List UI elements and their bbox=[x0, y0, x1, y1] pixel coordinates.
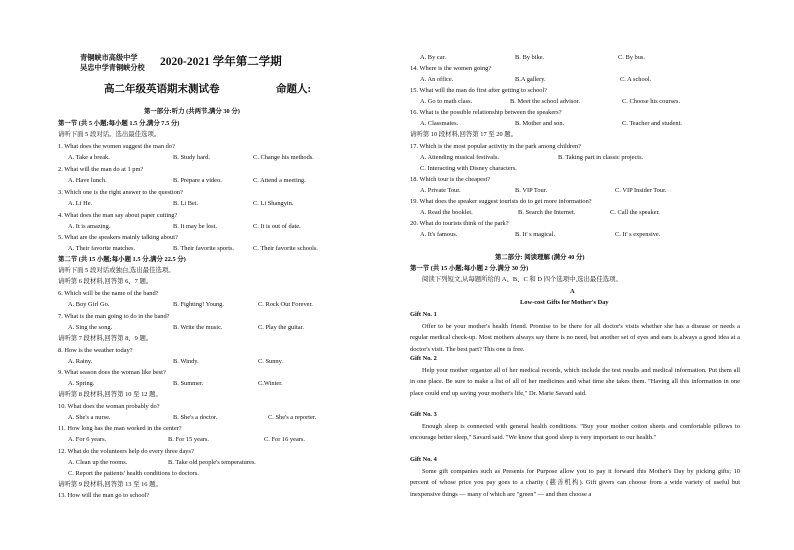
q4-option-b: B. It may be lost. bbox=[173, 223, 218, 230]
q14-option-c: C. A school. bbox=[620, 76, 652, 83]
q2-option-b: B. Prepare a video. bbox=[173, 177, 222, 184]
q17-option-b: B. Taking part in classic projects. bbox=[558, 154, 644, 161]
question-15: 15. What will the man do first after getting to school? bbox=[410, 87, 548, 94]
q9-option-b: B. Summer. bbox=[173, 380, 204, 387]
question-19: 19. What does the speaker suggest tourists do to get more information? bbox=[410, 198, 592, 205]
school-name-line2: 吴忠中学青铜峡分校 bbox=[80, 64, 145, 72]
reading-section1-instruction: 阅读下列短文,从每题所给的 A、B、C 和 D 四个选项中,选出最佳选项。 bbox=[422, 276, 622, 283]
question-10: 10. What does the woman probably do? bbox=[58, 403, 160, 410]
gift-2-heading: Gift No. 2 bbox=[410, 355, 437, 362]
q10-option-a: A. She's a nurse. bbox=[68, 414, 111, 421]
gift-4-text: Some gift companies such as Presents for Purpose allow you to pay it forward this Mother's Day by picking gifts; 10 percent of whose price you pay goes to a charity (慈善机构). Gift givers can choose from a wide variety of useful but inexpensive things — many of which are "green" — and then choose a bbox=[410, 468, 740, 498]
q9-option-a: A. Spring. bbox=[68, 380, 95, 387]
gift-3-heading: Gift No. 3 bbox=[410, 411, 437, 418]
q17-option-c: C. Interacting with Disney characters. bbox=[420, 165, 517, 172]
q15-option-c: C. Choose his courses. bbox=[622, 98, 681, 105]
q7-option-c: C. Play the guitar. bbox=[258, 324, 304, 331]
q4-option-a: A. It is amazing. bbox=[68, 223, 111, 230]
q17-option-a: A. Attending musical festivals. bbox=[420, 154, 499, 161]
q3-option-b: B. Li Bei. bbox=[173, 200, 199, 207]
gift-1-text: Offer to be your mother's health friend. Promise to be there for all doctor's visits whether she has a disease or needs a regular medical check-up. Most mothers always say there is no need, but another set of eyes and ears is always a good idea at a doctor's visit. The best part? This one is free. bbox=[410, 323, 740, 353]
q15-option-b: B. Meet the school advisor. bbox=[510, 98, 580, 105]
school-name-line1: 青铜峡市高级中学 bbox=[80, 54, 138, 62]
section1-title: 第一节 (共 5 小题;每小题 1.5 分,满分 7.5 分) bbox=[58, 120, 180, 127]
q3-option-a: A. Li He. bbox=[68, 200, 93, 207]
q10-option-c: C. She's a reporter. bbox=[268, 414, 317, 421]
material-9-instruction: 请听第 9 段材料,回答第 13 至 16 题。 bbox=[58, 481, 162, 488]
q11-option-a: A. For 6 years. bbox=[68, 436, 107, 443]
q2-option-a: A. Have lunch. bbox=[68, 177, 107, 184]
question-7: 7. What is the man going to do in the band? bbox=[58, 313, 170, 320]
q7-option-a: A. Sing the song. bbox=[68, 324, 113, 331]
q19-option-a: A. Read the booklet. bbox=[420, 209, 473, 216]
q20-option-b: B. It' s magical. bbox=[515, 231, 556, 238]
q13-option-c: C. By bus. bbox=[618, 54, 645, 61]
q7-option-b: B. Write the music. bbox=[173, 324, 223, 331]
q12-option-a: A. Clean up the rooms. bbox=[68, 459, 128, 466]
question-3: 3. Which one is the right answer to the question? bbox=[58, 189, 183, 196]
q12-option-b: B. Take old people's temperatures. bbox=[168, 459, 256, 466]
question-18: 18. Which tour is the cheapest? bbox=[410, 176, 491, 183]
question-20: 20. What do tourists think of the park? bbox=[410, 220, 509, 227]
q4-option-c: C. It is out of date. bbox=[253, 223, 301, 230]
material-8-instruction: 请听第 8 段材料,回答第 10 至 12 题。 bbox=[58, 391, 162, 398]
q1-option-a: A. Take a break. bbox=[68, 154, 110, 161]
material-6-instruction: 请听第 6 段材料,回答第 6、7 题。 bbox=[58, 278, 153, 285]
question-1: 1. What does the women suggest the man do? bbox=[58, 143, 175, 150]
material-7-instruction: 请听第 7 段材料,回答第 8、9 题。 bbox=[58, 335, 153, 342]
section1-instruction: 请听下面 5 段对话。选出最佳选项。 bbox=[58, 131, 161, 138]
q13-option-b: B. By bike. bbox=[515, 54, 545, 61]
q6-option-b: B. Fighting! Young. bbox=[173, 301, 224, 308]
gift-4-heading: Gift No. 4 bbox=[410, 456, 437, 463]
question-16: 16. What is the possible relationship between the speakers? bbox=[410, 109, 562, 116]
question-9: 9. What season does the woman like best? bbox=[58, 369, 166, 376]
q11-option-c: C. For 16 years. bbox=[264, 436, 306, 443]
gift-1-heading: Gift No. 1 bbox=[410, 311, 437, 318]
q9-option-c: C.Winter. bbox=[258, 380, 283, 387]
q6-option-a: A. Boy Girl Go. bbox=[68, 301, 110, 308]
exam-maker: 命题人: bbox=[276, 84, 311, 95]
q19-option-c: C. Call the speaker. bbox=[610, 209, 660, 216]
q18-option-a: A. Private Tour. bbox=[420, 187, 461, 194]
q11-option-b: B. For 15 years. bbox=[168, 436, 210, 443]
q10-option-b: B. She's a doctor. bbox=[173, 414, 218, 421]
question-11: 11. How long has the man worked in the center? bbox=[58, 425, 182, 432]
question-12: 12. What do the volunteers help do every three days? bbox=[58, 448, 194, 455]
passage-letter: A bbox=[570, 288, 575, 295]
q8-option-c: C. Sunny. bbox=[258, 358, 283, 365]
question-17: 17. Which is the most popular activity in the park among children? bbox=[410, 143, 581, 150]
question-4: 4. What does the man say about paper cutting? bbox=[58, 212, 178, 219]
q15-option-a: A. Go to math class. bbox=[420, 98, 473, 105]
q8-option-a: A. Rainy. bbox=[68, 358, 93, 365]
section2-instruction: 请听下面 5 段对话或独白,选出最佳选项。 bbox=[58, 267, 175, 274]
q5-option-c: C. Their favorite schools. bbox=[253, 245, 319, 252]
gift-2-text: Help your mother organize all of her medical records, which include the test results and medical information. Put them all in one place. Be sure to make a list of all of her medicines and what time she takes them. "Having all this information in one place could end up saving your mother's life," Dr. Marie Savard said. bbox=[410, 367, 740, 397]
question-8: 8. How is the weather today? bbox=[58, 347, 133, 354]
reading-section1-title: 第一节 (共 15 小题;每小题 2 分,满分 30 分) bbox=[410, 265, 529, 272]
q3-option-c: C. Li Shangyin. bbox=[253, 200, 294, 207]
question-6: 6. Which will be the name of the band? bbox=[58, 290, 159, 297]
exam-title: 2020-2021 学年第二学期 bbox=[160, 56, 282, 68]
q12-option-c: C. Report the patients' health conditions to doctors. bbox=[68, 470, 199, 477]
q20-option-a: A. It's famous. bbox=[420, 231, 458, 238]
q1-option-b: B. Study hard. bbox=[173, 154, 210, 161]
q19-option-b: B. Search the Internet. bbox=[518, 209, 576, 216]
gift-3-text: Enough sleep is connected with general health conditions. "Buy your mother cotton sheets and comfortable pillows to encourage better sleep," Savard said. "We know that good sleep is very important to our health." bbox=[410, 423, 740, 442]
material-10-instruction: 请听第 10 段材料,回答第 17 至 20 题。 bbox=[410, 131, 518, 138]
question-13: 13. How will the man go to school? bbox=[58, 492, 150, 499]
q2-option-c: C. Attend a meeting. bbox=[253, 177, 306, 184]
q13-option-a: A. By car. bbox=[420, 54, 446, 61]
q14-option-b: B.A gallery. bbox=[515, 76, 546, 83]
q8-option-b: B. Windy. bbox=[173, 358, 199, 365]
exam-subtitle: 高二年级英语期末测试卷 bbox=[104, 84, 220, 95]
q1-option-c: C. Change his methods. bbox=[253, 154, 314, 161]
q5-option-b: B. Their favorite sports. bbox=[173, 245, 235, 252]
question-2: 2. What will the man do at 1 pm? bbox=[58, 166, 144, 173]
q14-option-a: A. An office. bbox=[420, 76, 454, 83]
q16-option-a: A. Classmates. bbox=[420, 120, 459, 127]
question-5: 5. What are the speakers mainly talking about? bbox=[58, 234, 178, 241]
q6-option-c: C. Rock Out Forever. bbox=[258, 301, 313, 308]
part2-title: 第二部分: 阅读理解 (满分 40 分) bbox=[495, 254, 585, 261]
q16-option-c: C. Teacher and student. bbox=[622, 120, 682, 127]
q18-option-b: B. VIP Tour. bbox=[515, 187, 548, 194]
q18-option-c: C. VIP Insider Tour. bbox=[615, 187, 667, 194]
passage-title: Low-cost Gifts for Mother's Day bbox=[520, 299, 609, 306]
q5-option-a: A. Their favorite matches. bbox=[68, 245, 136, 252]
question-14: 14. Where is the women going? bbox=[410, 65, 492, 72]
q16-option-b: B. Mother and son. bbox=[515, 120, 565, 127]
q20-option-c: C. It' s expensive. bbox=[615, 231, 661, 238]
section2-title: 第二节 (共 15 小题;每小题 1.5 分,满分 22.5 分) bbox=[58, 256, 186, 263]
part1-title: 第一部分:听力 (共两节,满分 30 分) bbox=[144, 108, 240, 115]
